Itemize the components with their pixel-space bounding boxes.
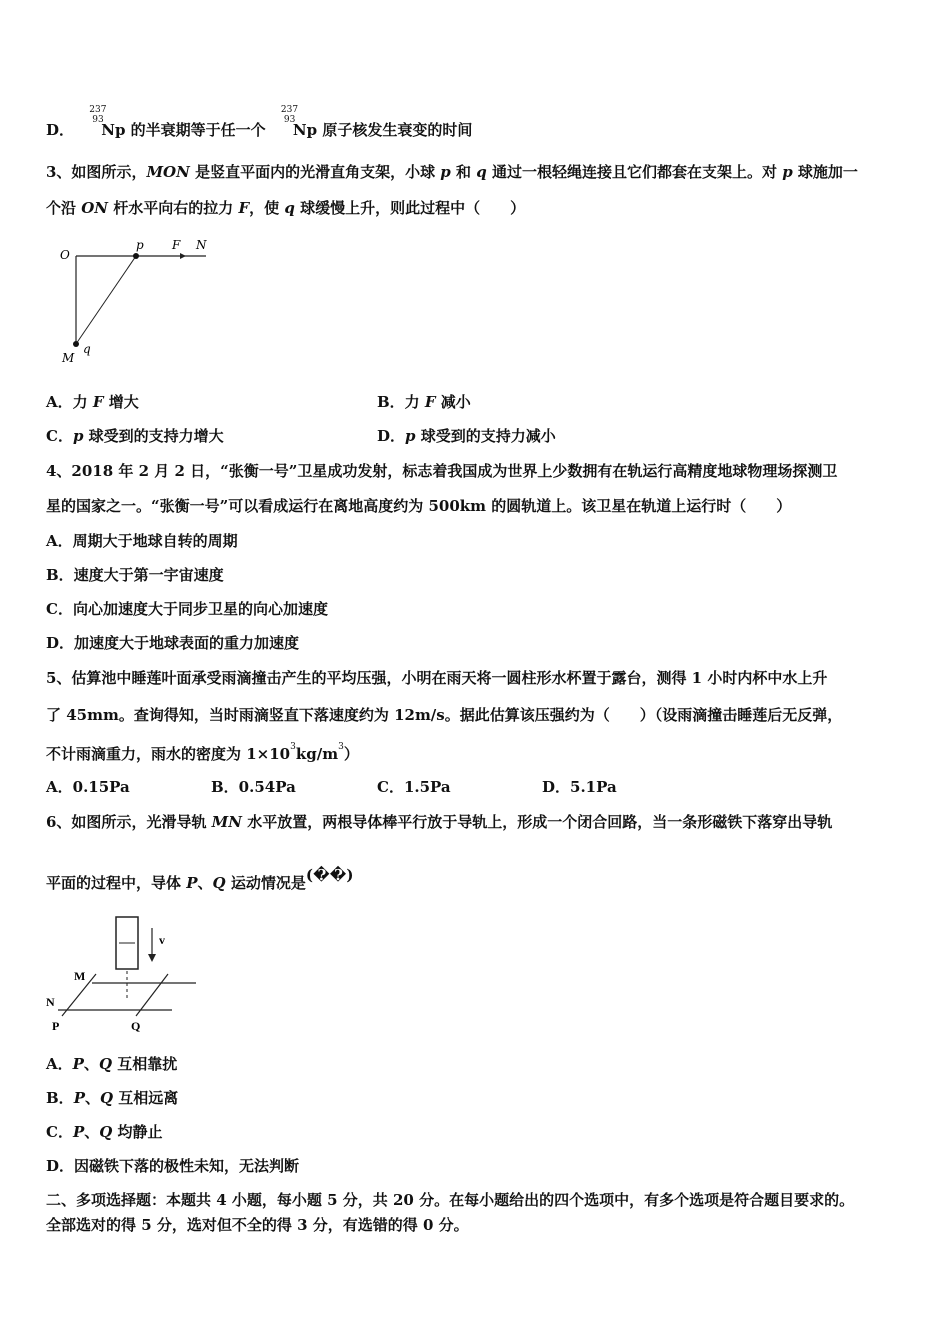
label-f: F xyxy=(172,238,181,252)
text: C． xyxy=(46,1123,73,1141)
q6-option-a[interactable] xyxy=(46,1054,177,1074)
q6-figure xyxy=(44,912,209,1037)
text: 个沿 xyxy=(46,199,82,217)
q5-stem-line1: 5、估算池中睡莲叶面承受雨滴撞击产生的平均压强，小明在雨天将一圆柱形水杯置于露台，测得 1 小时内杯中水上升 xyxy=(46,669,828,687)
text: C． xyxy=(46,427,73,445)
text: F xyxy=(424,393,436,411)
text: 均静止 xyxy=(112,1123,163,1141)
q4-option-a[interactable]: A．周期大于地球自转的周期 xyxy=(46,532,238,550)
mass-number: 237 xyxy=(89,105,107,115)
text: B．力 xyxy=(377,393,425,411)
text: 、 xyxy=(84,1123,100,1141)
string xyxy=(76,256,136,344)
text: 通过一根轻绳连接且它们都套在支架上。对 xyxy=(486,163,783,181)
text: 互相靠扰 xyxy=(112,1055,178,1073)
text: ON xyxy=(81,199,109,217)
mass-number: 237 xyxy=(280,105,299,115)
label-q: Q xyxy=(131,1019,141,1033)
ball-p xyxy=(133,253,139,259)
text: A．力 xyxy=(46,393,93,411)
text: p xyxy=(72,427,84,445)
text: 是竖直平面内的光滑直角支架，小球 xyxy=(189,163,441,181)
q4-option-d[interactable]: D．加速度大于地球表面的重力加速度 xyxy=(46,634,300,652)
text: 和 xyxy=(450,163,477,181)
q5-option-b[interactable]: B．0.54Pa xyxy=(211,778,296,796)
option-label: D． xyxy=(46,121,75,139)
text: 、 xyxy=(197,874,213,892)
text: p xyxy=(782,163,793,181)
label-p: p xyxy=(136,238,144,252)
text: P xyxy=(72,1055,84,1073)
q3-option-a[interactable] xyxy=(46,392,139,412)
text: P xyxy=(186,874,198,892)
q3-figure xyxy=(50,232,220,372)
text: q xyxy=(284,199,295,217)
garbled-paren: (��) xyxy=(305,866,354,884)
text: 减小 xyxy=(435,393,471,411)
superscript: 3 xyxy=(338,742,344,752)
q3-option-d[interactable] xyxy=(377,426,556,446)
label-v: v xyxy=(159,933,165,947)
text: 、 xyxy=(84,1089,100,1107)
isotope-np-1 xyxy=(79,105,107,135)
section-2-instructions-line1: 二、多项选择题：本题共 4 小题，每小题 5 分，共 20 分。在每小题给出的四个选项中，有多个选项是符合题目要求的。 xyxy=(46,1191,855,1209)
text: ，使 xyxy=(249,199,285,217)
label-m: M xyxy=(62,351,75,365)
option-text-2: Np 原子核发生衰变的时间 xyxy=(292,121,473,139)
label-o: O xyxy=(60,248,70,262)
q4-stem-line2: 星的国家之一。“张衡一号”可以看成运行在离地高度约为 500km 的圆轨道上。该卫星在轨道上运行时（ ） xyxy=(46,497,792,515)
q5-stem-line2: 了 45mm。查询得知，当时雨滴竖直下落速度约为 12m/s。据此估算该压强约为（ ）（设雨滴撞击睡莲后无反弹， xyxy=(46,706,843,724)
q5-stem-line3 xyxy=(46,741,359,764)
text: 互相远离 xyxy=(113,1089,179,1107)
q6-option-b[interactable] xyxy=(46,1088,178,1108)
atomic-number: 93 xyxy=(92,115,104,125)
text: 水平放置，两根导体棒平行放于导轨上，形成一个闭合回路，当一条形磁铁下落穿出导轨 xyxy=(242,813,833,831)
text: 球受到的支持力减小 xyxy=(415,427,556,445)
q6-stem-line2 xyxy=(46,866,354,893)
force-arrow-head xyxy=(180,253,186,259)
text: 杆水平向右的拉力 xyxy=(108,199,239,217)
q5-option-d[interactable]: D．5.1Pa xyxy=(542,778,617,796)
text: 平面的过程中，导体 xyxy=(46,874,187,892)
q5-option-c[interactable]: C．1.5Pa xyxy=(377,778,451,796)
velocity-arrow-head xyxy=(148,954,156,962)
text: P xyxy=(73,1089,85,1107)
option-text-1: Np 的半衰期等于任一个 xyxy=(101,121,266,139)
text: 球受到的支持力增大 xyxy=(83,427,224,445)
label-m: M xyxy=(74,969,86,983)
q4-stem-line1: 4、2018 年 2 月 2 日，“张衡一号”卫星成功发射，标志着我国成为世界上少数拥有在轨运行高精度地球物理场探测卫 xyxy=(46,462,838,480)
text: 6、如图所示，光滑导轨 xyxy=(46,813,212,831)
label-n: N xyxy=(46,995,55,1009)
text: p xyxy=(440,163,451,181)
text: kg/m xyxy=(295,745,339,763)
text: q xyxy=(476,163,487,181)
text: F xyxy=(238,199,250,217)
text: 增大 xyxy=(103,393,139,411)
q3-option-c[interactable] xyxy=(46,426,224,446)
text: B． xyxy=(46,1089,74,1107)
q6-option-d[interactable]: D．因磁铁下落的极性未知，无法判断 xyxy=(46,1157,300,1175)
text: ） xyxy=(343,745,359,763)
q3-stem-line1 xyxy=(46,162,858,182)
text: Q xyxy=(99,1089,114,1107)
text: 、 xyxy=(83,1055,99,1073)
atomic-number: 93 xyxy=(283,115,296,125)
text: D． xyxy=(377,427,406,445)
previous-option-d xyxy=(46,105,473,140)
text: 球施加一 xyxy=(792,163,858,181)
text: Q xyxy=(99,1123,113,1141)
q6-option-c[interactable] xyxy=(46,1122,163,1142)
text: 3、如图所示， xyxy=(46,163,147,181)
text: P xyxy=(72,1123,85,1141)
text: MN xyxy=(211,813,242,831)
label-q: q xyxy=(83,342,91,356)
text: 球缓慢上升，则此过程中（ ） xyxy=(294,199,526,217)
q3-stem-line2 xyxy=(46,198,525,218)
q3-option-b[interactable] xyxy=(377,392,471,412)
text: 运动情况是 xyxy=(225,874,306,892)
text: MON xyxy=(146,163,190,181)
text: 不计雨滴重力，雨水的密度为 1×10 xyxy=(46,745,291,763)
q5-option-a[interactable]: A．0.15Pa xyxy=(46,778,130,796)
isotope-np-2 xyxy=(271,105,299,135)
q6-stem-line1 xyxy=(46,812,832,832)
label-p: P xyxy=(52,1019,60,1033)
q4-option-b[interactable]: B．速度大于第一宇宙速度 xyxy=(46,566,224,584)
section-2-instructions-line2: 全部选对的得 5 分，选对但不全的得 3 分，有选错的得 0 分。 xyxy=(46,1216,469,1234)
ball-q xyxy=(73,341,79,347)
text: A． xyxy=(46,1055,73,1073)
text: Q xyxy=(98,1055,113,1073)
label-n: N xyxy=(196,238,207,252)
text: F xyxy=(92,393,104,411)
q4-option-c[interactable]: C．向心加速度大于同步卫星的向心加速度 xyxy=(46,600,328,618)
superscript: 3 xyxy=(290,742,296,752)
text: Q xyxy=(212,874,226,892)
text: p xyxy=(405,427,416,445)
